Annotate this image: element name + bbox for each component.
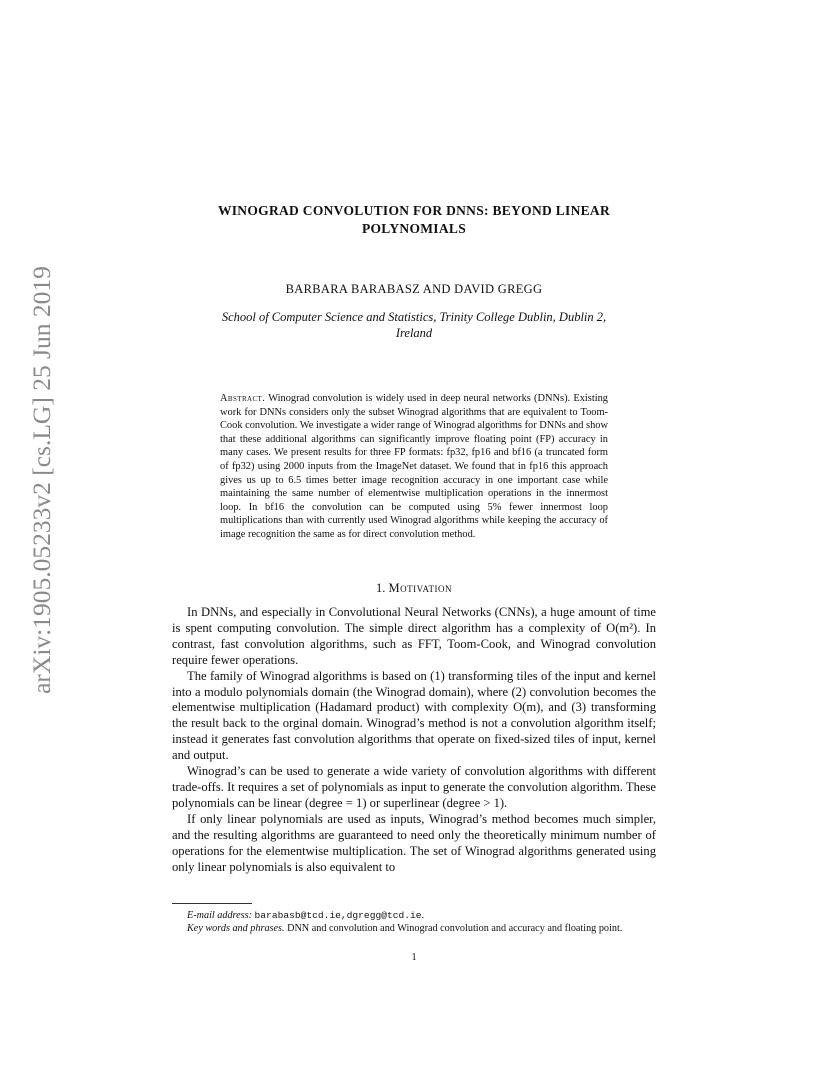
arxiv-identifier: arXiv:1905.05233v2 [cs.LG] 25 Jun 2019 [27, 266, 56, 694]
email-address: barabasb@tcd.ie,dgregg@tcd.ie [254, 910, 422, 921]
affiliation-line-2: Ireland [395, 326, 433, 340]
affiliation [180, 309, 648, 341]
abstract-heading: Abstract. [220, 393, 266, 404]
footnote-keywords [172, 922, 656, 935]
email-label: E-mail address: [187, 910, 252, 921]
title-line-1: WINOGRAD CONVOLUTION FOR DNNS: BEYOND LINEAR [217, 203, 611, 218]
author-list: BARBARA BARABASZ AND DAVID GREGG [285, 282, 543, 296]
affiliation-line-1: School of Computer Science and Statistics, Trinity College Dublin, Dublin 2, [221, 310, 607, 324]
keywords-label: Key words and phrases. [187, 923, 285, 935]
abstract-text: Winograd convolution is widely used in deep neural networks (DNNs). Existing work for DNNs considers only the subset Winograd algorithms that are equivalent to Toom-Cook convolution. We investigate a wider range of Winograd algorithms for DNNs and show that these additional algorithms can significantly improve floating point (FP) accuracy in many cases. We present results for three FP formats: fp32, fp16 and bf16 (a truncated form of fp32) using 2000 inputs from the ImageNet dataset. We found that in fp16 this approach gives us up to 6.5 times better image recognition accuracy in one important case while maintaining the same number of elementwise multiplication operations in the innermost loop. In bf16 the convolution can be computed using 5% fewer innermost loop multiplications than with currently used Winograd algorithms while keeping the accuracy of image recognition the same as for direct convolution method. [220, 393, 608, 540]
arxiv-sidebar-stamp [22, 266, 62, 694]
keywords-text: DNN and convolution and Winograd convolution and accuracy and floating point. [287, 923, 623, 935]
footnote-rule [172, 903, 252, 904]
paragraph: If only linear polynomials are used as inputs, Winograd’s method becomes much simpler, and the resulting algorithms are guaranteed to need only the theoretically minimum number of operations for the elementwise multiplication. The set of Winograd algorithms generated using only linear polynomials is also equivalent to [172, 811, 656, 874]
paragraph: In DNNs, and especially in Convolutional Neural Networks (CNNs), a huge amount of time is spent computing convolution. The simple direct algorithm has a complexity of O(m²). In contrast, fast convolution algorithms, such as FFT, Toom-Cook, and Winograd convolution require fewer operations. [172, 605, 656, 667]
footnote-email [172, 909, 656, 922]
paper-title [172, 202, 656, 238]
paragraph: The family of Winograd algorithms is based on (1) transforming tiles of the input and kernel into a modulo polynomials domain (the Winograd domain), where (2) convolution becomes the elementwise multiplication (Hadamard product) with complexity O(m), and (3) transforming the result back to the orginal domain. Winograd’s method is not a convolution algorithm itself; instead it generates fast convolution algorithms that operate on fixed-sized tiles of input, kernel and output. [172, 668, 656, 763]
footnotes [172, 909, 656, 935]
section-heading [172, 581, 656, 596]
section-title: Motivation [388, 581, 452, 595]
abstract [220, 392, 608, 542]
email-end: . [421, 910, 425, 921]
paragraph: Winograd’s can be used to generate a wide variety of convolution algorithms with different trade-offs. It requires a set of polynomials as input to generate the convolution algorithm. These polynomials can be linear (degree = 1) or superlinear (degree > 1). [172, 764, 656, 810]
section-number: 1. [376, 581, 386, 595]
title-line-2: POLYNOMIALS [361, 221, 467, 236]
page-number: 1 [411, 952, 417, 963]
body-text [172, 605, 656, 875]
